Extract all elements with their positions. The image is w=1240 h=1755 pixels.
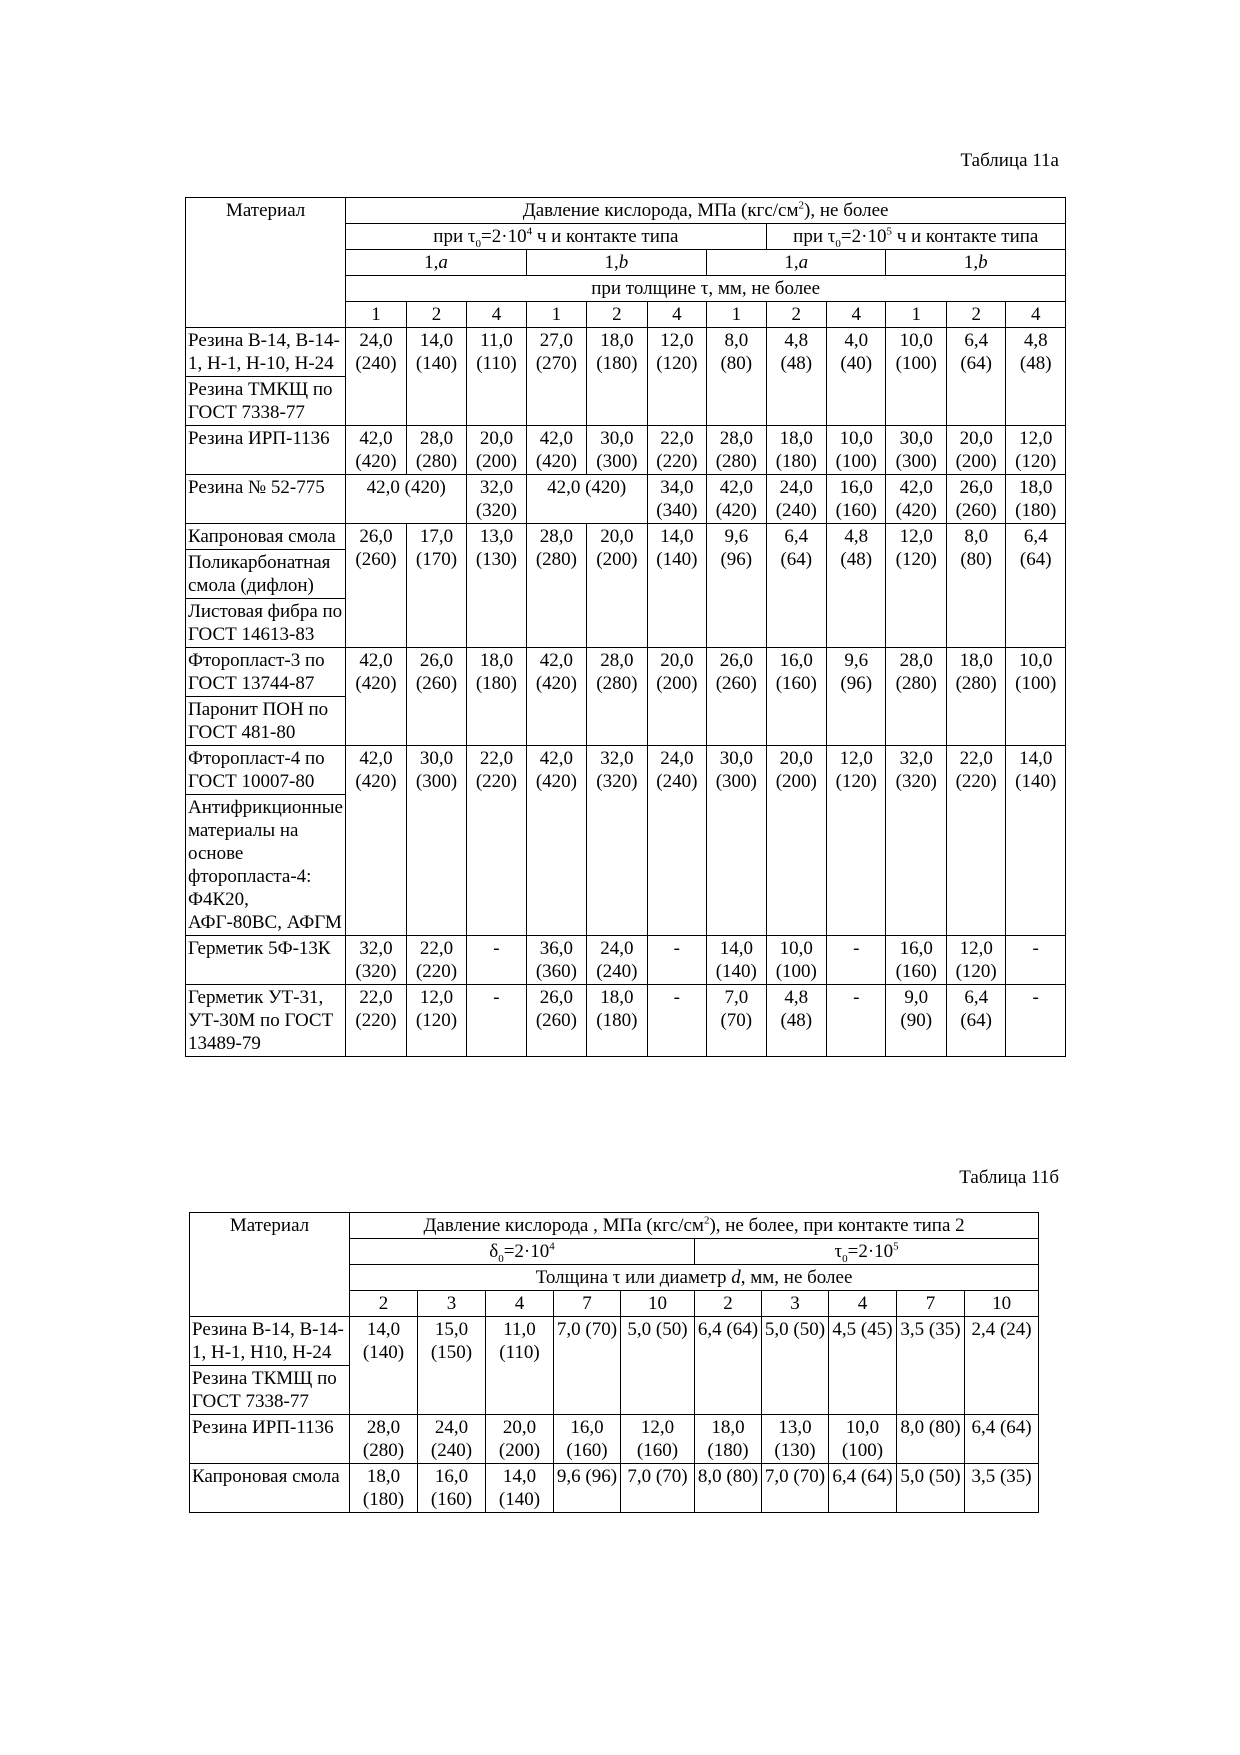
table-row bbox=[186, 328, 1066, 377]
value-cell: 36,0 (360) bbox=[526, 936, 586, 985]
value-cell: 10,0 (100) bbox=[766, 936, 826, 985]
value-cell: 3,5 (35) bbox=[965, 1464, 1039, 1513]
value-cell: 14,0 (140) bbox=[350, 1317, 418, 1415]
value-cell: 12,0 (120) bbox=[946, 936, 1005, 985]
table-11b-caption: Таблица 11б bbox=[959, 1167, 1059, 1188]
value-cell: - bbox=[827, 936, 886, 985]
value-cell: 6,4 (64) bbox=[766, 524, 826, 648]
table-row bbox=[186, 524, 1066, 550]
value-cell: 4,5 (45) bbox=[829, 1317, 897, 1415]
thickness-header: Толщина τ или диаметр d, мм, не более bbox=[350, 1265, 1039, 1291]
value-cell: 9,0 (90) bbox=[886, 985, 946, 1057]
value-cell: - bbox=[647, 936, 706, 985]
material-cell: Листовая фибра по ГОСТ 14613-83 bbox=[186, 599, 346, 648]
value-cell: 3,5 (35) bbox=[897, 1317, 965, 1415]
value-cell: 4,8 (48) bbox=[766, 328, 826, 426]
value-cell: 18,0 (180) bbox=[587, 985, 647, 1057]
value-cell: 18,0 (180) bbox=[467, 648, 526, 746]
value-cell: 22,0 (220) bbox=[406, 936, 466, 985]
thickness-col-header: 3 bbox=[418, 1291, 486, 1317]
value-cell: 26,0 (260) bbox=[526, 985, 586, 1057]
value-cell: 28,0 (280) bbox=[587, 648, 647, 746]
value-cell: 8,0 (80) bbox=[707, 328, 766, 426]
value-cell: 7,0 (70) bbox=[707, 985, 766, 1057]
value-cell: 20,0 (200) bbox=[467, 426, 526, 475]
value-cell: 42,0 (420) bbox=[526, 426, 586, 475]
value-cell: 30,0 (300) bbox=[587, 426, 647, 475]
value-cell: 20,0 (200) bbox=[766, 746, 826, 936]
value-cell: 26,0 (260) bbox=[707, 648, 766, 746]
value-cell: 11,0 (110) bbox=[486, 1317, 554, 1415]
value-cell: 16,0 (160) bbox=[886, 936, 946, 985]
value-cell: 13,0 (130) bbox=[467, 524, 526, 648]
table-11a bbox=[185, 197, 1066, 1057]
value-cell: 12,0 (120) bbox=[886, 524, 946, 648]
table-11a-caption: Таблица 11а bbox=[960, 150, 1059, 171]
value-cell: 42,0 (420) bbox=[526, 648, 586, 746]
value-cell: 13,0 (130) bbox=[762, 1415, 829, 1464]
thickness-col-header: 4 bbox=[829, 1291, 897, 1317]
value-cell: 18,0 (180) bbox=[695, 1415, 762, 1464]
value-cell: 11,0 (110) bbox=[467, 328, 526, 426]
material-header: Материал bbox=[186, 198, 346, 328]
value-cell: 14,0 (140) bbox=[486, 1464, 554, 1513]
thickness-col-header: 4 bbox=[1006, 302, 1066, 328]
thickness-col-header: 1 bbox=[886, 302, 946, 328]
thickness-col-header: 7 bbox=[554, 1291, 621, 1317]
value-cell: 32,0 (320) bbox=[346, 936, 406, 985]
thickness-col-header: 1 bbox=[707, 302, 766, 328]
value-cell: 30,0 (300) bbox=[406, 746, 466, 936]
value-cell: 6,4 (64) bbox=[946, 985, 1005, 1057]
thickness-col-header: 10 bbox=[621, 1291, 695, 1317]
value-cell: 28,0 (280) bbox=[886, 648, 946, 746]
thickness-col-header: 4 bbox=[647, 302, 706, 328]
value-cell: 12,0 (160) bbox=[621, 1415, 695, 1464]
value-cell: 5,0 (50) bbox=[621, 1317, 695, 1415]
material-cell: Капроновая смола bbox=[190, 1464, 350, 1513]
value-cell: 22,0 (220) bbox=[346, 985, 406, 1057]
thickness-col-header: 2 bbox=[946, 302, 1005, 328]
thickness-col-header: 2 bbox=[587, 302, 647, 328]
value-cell: - bbox=[467, 985, 526, 1057]
value-cell: 24,0 (240) bbox=[418, 1415, 486, 1464]
value-cell: 7,0 (70) bbox=[762, 1464, 829, 1513]
value-cell: 20,0 (200) bbox=[587, 524, 647, 648]
thickness-col-header: 3 bbox=[762, 1291, 829, 1317]
value-cell: 4,0 (40) bbox=[827, 328, 886, 426]
thickness-col-header: 4 bbox=[467, 302, 526, 328]
value-cell: 26,0 (260) bbox=[346, 524, 406, 648]
value-cell: 10,0 (100) bbox=[829, 1415, 897, 1464]
table-row bbox=[186, 746, 1066, 795]
group-header-t5: $\tau_0=2\cdot 10^5$ bbox=[695, 1239, 1039, 1265]
thickness-col-header: 1 bbox=[526, 302, 586, 328]
material-cell: Резина В-14, В-14-1, Н-1, Н-10, Н-24 bbox=[186, 328, 346, 377]
material-cell: Антифрикционные материалы на основе фторопласта-4: Ф4К20, АФГ-80ВС, АФГМ bbox=[186, 795, 346, 936]
value-cell: 14,0 (140) bbox=[406, 328, 466, 426]
thickness-col-header: 1 bbox=[346, 302, 406, 328]
value-cell: 16,0 (160) bbox=[766, 648, 826, 746]
material-cell: Резина № 52-775 bbox=[186, 475, 346, 524]
value-cell: 10,0 (100) bbox=[827, 426, 886, 475]
value-cell: 28,0 (280) bbox=[406, 426, 466, 475]
thickness-col-header: 4 bbox=[827, 302, 886, 328]
material-cell: Фторопласт-4 по ГОСТ 10007-80 bbox=[186, 746, 346, 795]
contact-header-1a: 1,a bbox=[346, 250, 526, 276]
value-cell: 15,0 (150) bbox=[418, 1317, 486, 1415]
value-cell: 6,4 (64) bbox=[965, 1415, 1039, 1464]
material-cell: Резина ИРП-1136 bbox=[190, 1415, 350, 1464]
material-header: Материал bbox=[190, 1213, 350, 1317]
value-cell: 24,0 (240) bbox=[587, 936, 647, 985]
value-cell: 4,8 (48) bbox=[827, 524, 886, 648]
value-cell: 32,0 (320) bbox=[467, 475, 526, 524]
value-cell: 14,0 (140) bbox=[647, 524, 706, 648]
thickness-col-header: 7 bbox=[897, 1291, 965, 1317]
thickness-col-header: 2 bbox=[695, 1291, 762, 1317]
material-cell: Резина ИРП-1136 bbox=[186, 426, 346, 475]
value-cell: 12,0 (120) bbox=[827, 746, 886, 936]
material-cell: Паронит ПОН по ГОСТ 481-80 bbox=[186, 697, 346, 746]
value-cell: 12,0 (120) bbox=[647, 328, 706, 426]
table-11b bbox=[189, 1212, 1039, 1513]
value-cell: 30,0 (300) bbox=[707, 746, 766, 936]
value-cell: 42,0 (420) bbox=[346, 475, 467, 524]
thickness-header: при толщине τ, мм, не более bbox=[346, 276, 1066, 302]
value-cell: 42,0 (420) bbox=[346, 426, 406, 475]
value-cell: 26,0 (260) bbox=[406, 648, 466, 746]
value-cell: 5,0 (50) bbox=[897, 1464, 965, 1513]
value-cell: 6,4 (64) bbox=[946, 328, 1005, 426]
value-cell: 24,0 (240) bbox=[647, 746, 706, 936]
table-row bbox=[186, 475, 1066, 524]
value-cell: 6,4 (64) bbox=[695, 1317, 762, 1415]
thickness-col-header: 10 bbox=[965, 1291, 1039, 1317]
material-cell: Капроновая смола bbox=[186, 524, 346, 550]
value-cell: - bbox=[827, 985, 886, 1057]
pressure-header: Давление кислорода , МПа $(кгс/см^2)$, не более, при контакте типа 2 bbox=[350, 1213, 1039, 1239]
value-cell: 14,0 (140) bbox=[707, 936, 766, 985]
value-cell: 7,0 (70) bbox=[554, 1317, 621, 1415]
value-cell: 2,4 (24) bbox=[965, 1317, 1039, 1415]
value-cell: 42,0 (420) bbox=[526, 475, 647, 524]
value-cell: 9,6 (96) bbox=[827, 648, 886, 746]
value-cell: 18,0 (280) bbox=[946, 648, 1005, 746]
value-cell: 32,0 (320) bbox=[587, 746, 647, 936]
contact-header-1b: 1,b bbox=[526, 250, 706, 276]
value-cell: - bbox=[1006, 936, 1066, 985]
value-cell: 22,0 (220) bbox=[946, 746, 1005, 936]
value-cell: - bbox=[1006, 985, 1066, 1057]
table-row bbox=[190, 1317, 1039, 1366]
thickness-col-header: 2 bbox=[766, 302, 826, 328]
material-cell: Поликарбонатная смола (дифлон) bbox=[186, 550, 346, 599]
value-cell: - bbox=[647, 985, 706, 1057]
value-cell: 18,0 (180) bbox=[766, 426, 826, 475]
value-cell: 18,0 (180) bbox=[350, 1464, 418, 1513]
thickness-col-header: 2 bbox=[350, 1291, 418, 1317]
value-cell: 22,0 (220) bbox=[467, 746, 526, 936]
value-cell: 42,0 (420) bbox=[346, 648, 406, 746]
group-header-d4: $\delta_0=2\cdot 10^4$ bbox=[350, 1239, 695, 1265]
value-cell: 7,0 (70) bbox=[621, 1464, 695, 1513]
value-cell: 8,0 (80) bbox=[946, 524, 1005, 648]
group-header-t5: при $\tau_0=2\cdot 10^5$ ч и контакте типа bbox=[766, 224, 1065, 250]
value-cell: 26,0 (260) bbox=[946, 475, 1005, 524]
value-cell: 24,0 (240) bbox=[766, 475, 826, 524]
material-cell: Фторопласт-3 по ГОСТ 13744-87 bbox=[186, 648, 346, 697]
value-cell: 42,0 (420) bbox=[526, 746, 586, 936]
value-cell: - bbox=[467, 936, 526, 985]
contact-header-1b: 1,b bbox=[886, 250, 1066, 276]
value-cell: 42,0 (420) bbox=[346, 746, 406, 936]
value-cell: 28,0 (280) bbox=[707, 426, 766, 475]
material-cell: Резина В-14, В-14-1, Н-1, Н10, Н-24 bbox=[190, 1317, 350, 1366]
value-cell: 20,0 (200) bbox=[486, 1415, 554, 1464]
table-row bbox=[186, 648, 1066, 697]
thickness-col-header: 4 bbox=[486, 1291, 554, 1317]
value-cell: 4,8 (48) bbox=[1006, 328, 1066, 426]
value-cell: 6,4 (64) bbox=[1006, 524, 1066, 648]
value-cell: 42,0 (420) bbox=[886, 475, 946, 524]
contact-header-1a: 1,a bbox=[707, 250, 886, 276]
value-cell: 5,0 (50) bbox=[762, 1317, 829, 1415]
value-cell: 20,0 (200) bbox=[946, 426, 1005, 475]
value-cell: 12,0 (120) bbox=[406, 985, 466, 1057]
thickness-col-header: 2 bbox=[406, 302, 466, 328]
table-row bbox=[190, 1415, 1039, 1464]
material-cell: Резина ТКМЩ по ГОСТ 7338-77 bbox=[190, 1366, 350, 1415]
value-cell: 8,0 (80) bbox=[695, 1464, 762, 1513]
value-cell: 9,6 (96) bbox=[554, 1464, 621, 1513]
value-cell: 32,0 (320) bbox=[886, 746, 946, 936]
value-cell: 4,8 (48) bbox=[766, 985, 826, 1057]
value-cell: 10,0 (100) bbox=[886, 328, 946, 426]
value-cell: 34,0 (340) bbox=[647, 475, 706, 524]
pressure-header: Давление кислорода, МПа $(кгс/см^2)$, не более bbox=[346, 198, 1066, 224]
table-row bbox=[186, 985, 1066, 1057]
value-cell: 17,0 (170) bbox=[406, 524, 466, 648]
value-cell: 16,0 (160) bbox=[418, 1464, 486, 1513]
value-cell: 27,0 (270) bbox=[526, 328, 586, 426]
value-cell: 42,0 (420) bbox=[707, 475, 766, 524]
value-cell: 30,0 (300) bbox=[886, 426, 946, 475]
table-row bbox=[190, 1464, 1039, 1513]
table-row bbox=[186, 936, 1066, 985]
material-cell: Герметик 5Ф-13К bbox=[186, 936, 346, 985]
value-cell: 28,0 (280) bbox=[350, 1415, 418, 1464]
value-cell: 12,0 (120) bbox=[1006, 426, 1066, 475]
value-cell: 10,0 (100) bbox=[1006, 648, 1066, 746]
value-cell: 6,4 (64) bbox=[829, 1464, 897, 1513]
value-cell: 18,0 (180) bbox=[1006, 475, 1066, 524]
value-cell: 18,0 (180) bbox=[587, 328, 647, 426]
value-cell: 16,0 (160) bbox=[554, 1415, 621, 1464]
value-cell: 16,0 (160) bbox=[827, 475, 886, 524]
group-header-t4: при $\tau_0=2\cdot 10^4$ ч и контакте типа bbox=[346, 224, 766, 250]
value-cell: 22,0 (220) bbox=[647, 426, 706, 475]
material-cell: Герметик УТ-31, УТ-30М по ГОСТ 13489-79 bbox=[186, 985, 346, 1057]
value-cell: 8,0 (80) bbox=[897, 1415, 965, 1464]
value-cell: 24,0 (240) bbox=[346, 328, 406, 426]
value-cell: 20,0 (200) bbox=[647, 648, 706, 746]
value-cell: 9,6 (96) bbox=[707, 524, 766, 648]
value-cell: 28,0 (280) bbox=[526, 524, 586, 648]
material-cell: Резина ТМКЩ по ГОСТ 7338-77 bbox=[186, 377, 346, 426]
table-row bbox=[186, 426, 1066, 475]
value-cell: 14,0 (140) bbox=[1006, 746, 1066, 936]
